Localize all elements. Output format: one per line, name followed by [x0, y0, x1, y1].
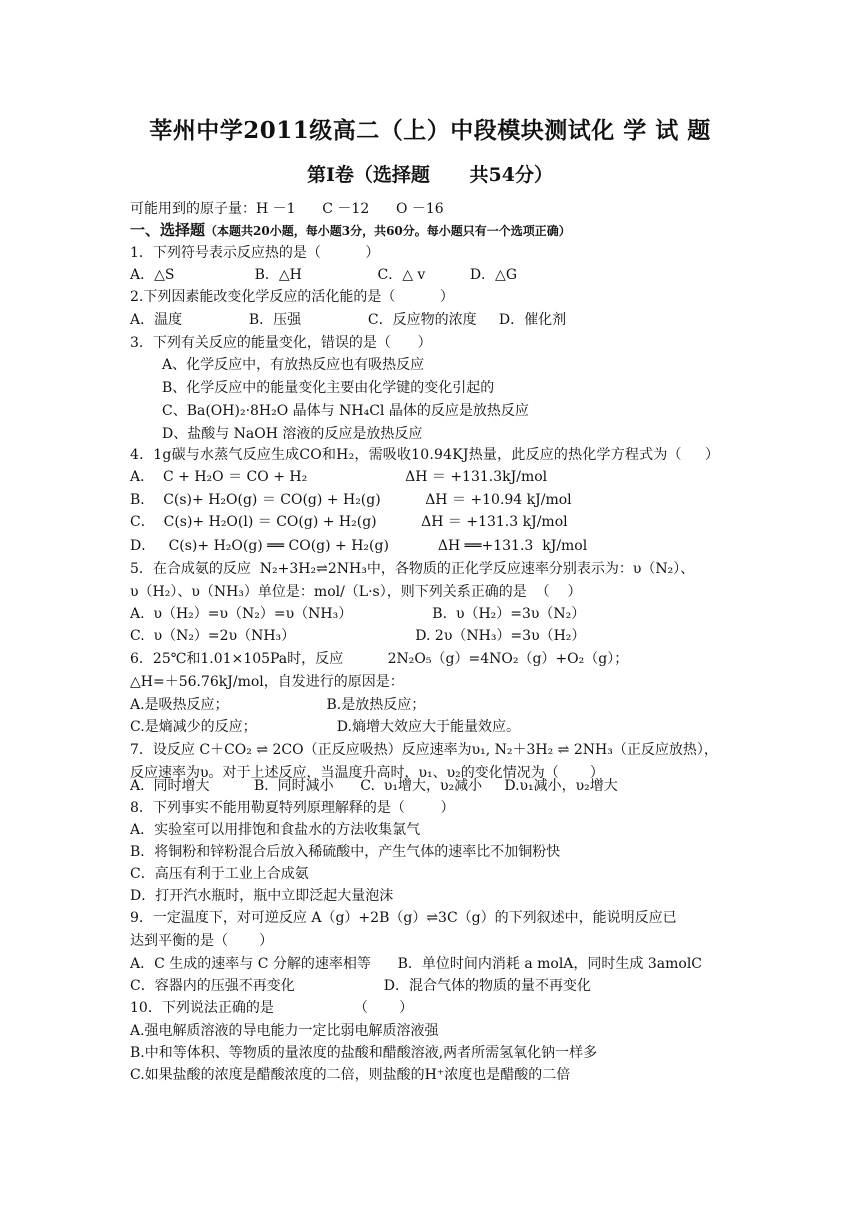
question-5-cont: υ（H₂）、υ（NH₃）单位是：mol/（L·s），则下列关系正确的是 （ ） [130, 584, 582, 600]
question-6-cont: △H=＋56.76kJ/mol，自发进行的原因是： [130, 674, 404, 690]
question-4-option-b: B． C(s)+ H₂O(g) ＝ CO(g) + H₂(g) ΔH ＝ +10.94 kJ/mol [130, 492, 572, 508]
question-5-options-ab: A. υ（H₂）=υ（N₂）=υ（NH₃） B. υ（H₂）=3υ（N₂） [130, 606, 586, 622]
question-5: 5．在合成氨的反应 N₂+3H₂⇌2NH₃中，各物质的正化学反应速率分别表示为：υ（N₂）、 [130, 561, 695, 577]
question-2: 2.下列因素能改变化学反应的活化能的是（ ） [130, 289, 454, 305]
section-subtitle: 第Ⅰ卷（选择题 共54分） [306, 164, 554, 186]
question-10-option-c: C.如果盐酸的浓度是醋酸浓度的二倍，则盐酸的H⁺浓度也是醋酸的二倍 [130, 1067, 571, 1083]
question-3: 3．下列有关反应的能量变化，错误的是（ ） [130, 335, 432, 351]
question-8-option-a: A．实验室可以用排饱和食盐水的方法收集氯气 [130, 822, 421, 838]
question-1-options: A．△S B．△H C．△ v D．△G [130, 267, 518, 283]
question-8: 8．下列事实不能用勒夏特列原理解释的是（ ） [130, 800, 455, 816]
question-10-option-a: A.强电解质溶液的导电能力一定比弱电解质溶液强 [130, 1023, 439, 1039]
question-10-option-b: B.中和等体积、等物质的量浓度的盐酸和醋酸溶液,两者所需氢氧化钠一样多 [130, 1045, 598, 1061]
question-3-option-a: A、化学反应中，有放热反应也有吸热反应 [162, 357, 425, 373]
question-4: 4．1g碳与水蒸气反应生成CO和H₂，需吸收10.94KJ热量，此反应的热化学方程式为（ ） [130, 447, 720, 463]
question-4-option-a: A． C + H₂O ＝ CO + H₂ ΔH ＝ +131.3kJ/mol [130, 469, 548, 485]
question-9: 9．一定温度下，对可逆反应 A（g）+2B（g）⇌3C（g）的下列叙述中，能说明反应已 [130, 910, 677, 926]
question-8-option-d: D．打开汽水瓶时，瓶中立即泛起大量泡沫 [130, 888, 394, 904]
question-7-cont: 反应速率为υ。对于上述反应，当温度升高时，υ₁、υ₂的变化情况为（ ） [130, 765, 604, 781]
question-6-options-ab: A.是吸热反应； B.是放热反应； [130, 697, 426, 713]
question-5-options-cd: C. υ（N₂）=2υ（NH₃） D. 2υ（NH₃）=3υ（H₂） [130, 628, 586, 644]
question-2-options: A．温度 B．压强 C．反应物的浓度 D．催化剂 [130, 312, 567, 328]
section-heading [130, 220, 571, 241]
section-note: （本题共20小题，每小题3分，共60分。每小题只有一个选项正确） [205, 224, 571, 238]
question-10: 10．下列说法正确的是 （ ） [130, 1000, 414, 1016]
question-8-option-b: B．将铜粉和锌粉混合后放入稀硫酸中，产生气体的速率比不加铜粉快 [130, 844, 561, 860]
question-3-option-b: B、化学反应中的能量变化主要由化学键的变化引起的 [162, 380, 495, 396]
question-3-option-c: C、Ba(OH)₂·8H₂O 晶体与 NH₄Cl 晶体的反应是放热反应 [162, 403, 529, 419]
question-1: 1．下列符号表示反应热的是（ ） [130, 245, 380, 261]
question-7-options: A. 同时增大 B. 同时减小 C. υ₁增大，υ₂减小 D.υ₁减小，υ₂增大 [130, 778, 618, 794]
question-4-option-d: D． C(s)+ H₂O(g) ══ CO(g) + H₂(g) ΔH ══+131.3 kJ/mol [130, 538, 588, 554]
question-6-options-cd: C.是熵减少的反应； D.熵增大效应大于能量效应。 [130, 719, 520, 735]
atomic-mass-line: 可能用到的原子量：H －1 C －12 O －16 [130, 201, 444, 217]
question-7: 7．设反应 C＋CO₂ ⇌ 2CO（正反应吸热）反应速率为υ₁, N₂＋3H₂ ⇌ 2NH₃（正反应放热）， [130, 742, 718, 758]
question-9-options-cd: C．容器内的压强不再变化 D．混合气体的物质的量不再变化 [130, 978, 591, 994]
question-9-options-ab: A．C 生成的速率与 C 分解的速率相等 B．单位时间内消耗 a molA，同时生成 3amolC [130, 956, 703, 972]
section-title: 一、选择题 [130, 221, 206, 239]
question-4-option-c: C． C(s)+ H₂O(l) ＝ CO(g) + H₂(g) ΔH ＝ +131.3 kJ/mol [130, 514, 568, 530]
question-6: 6．25℃和1.01×105Pa时，反应 2N₂O₅（g）=4NO₂（g）+O₂（g）； [130, 651, 629, 667]
question-3-option-d: D、盐酸与 NaOH 溶液的反应是放热反应 [162, 426, 423, 442]
question-8-option-c: C．高压有利于工业上合成氨 [130, 866, 309, 882]
exam-title: 莘州中学2011级高二（上）中段模块测试化 学 试 题 [149, 117, 711, 144]
question-9-cont: 达到平衡的是（ ） [130, 933, 274, 949]
